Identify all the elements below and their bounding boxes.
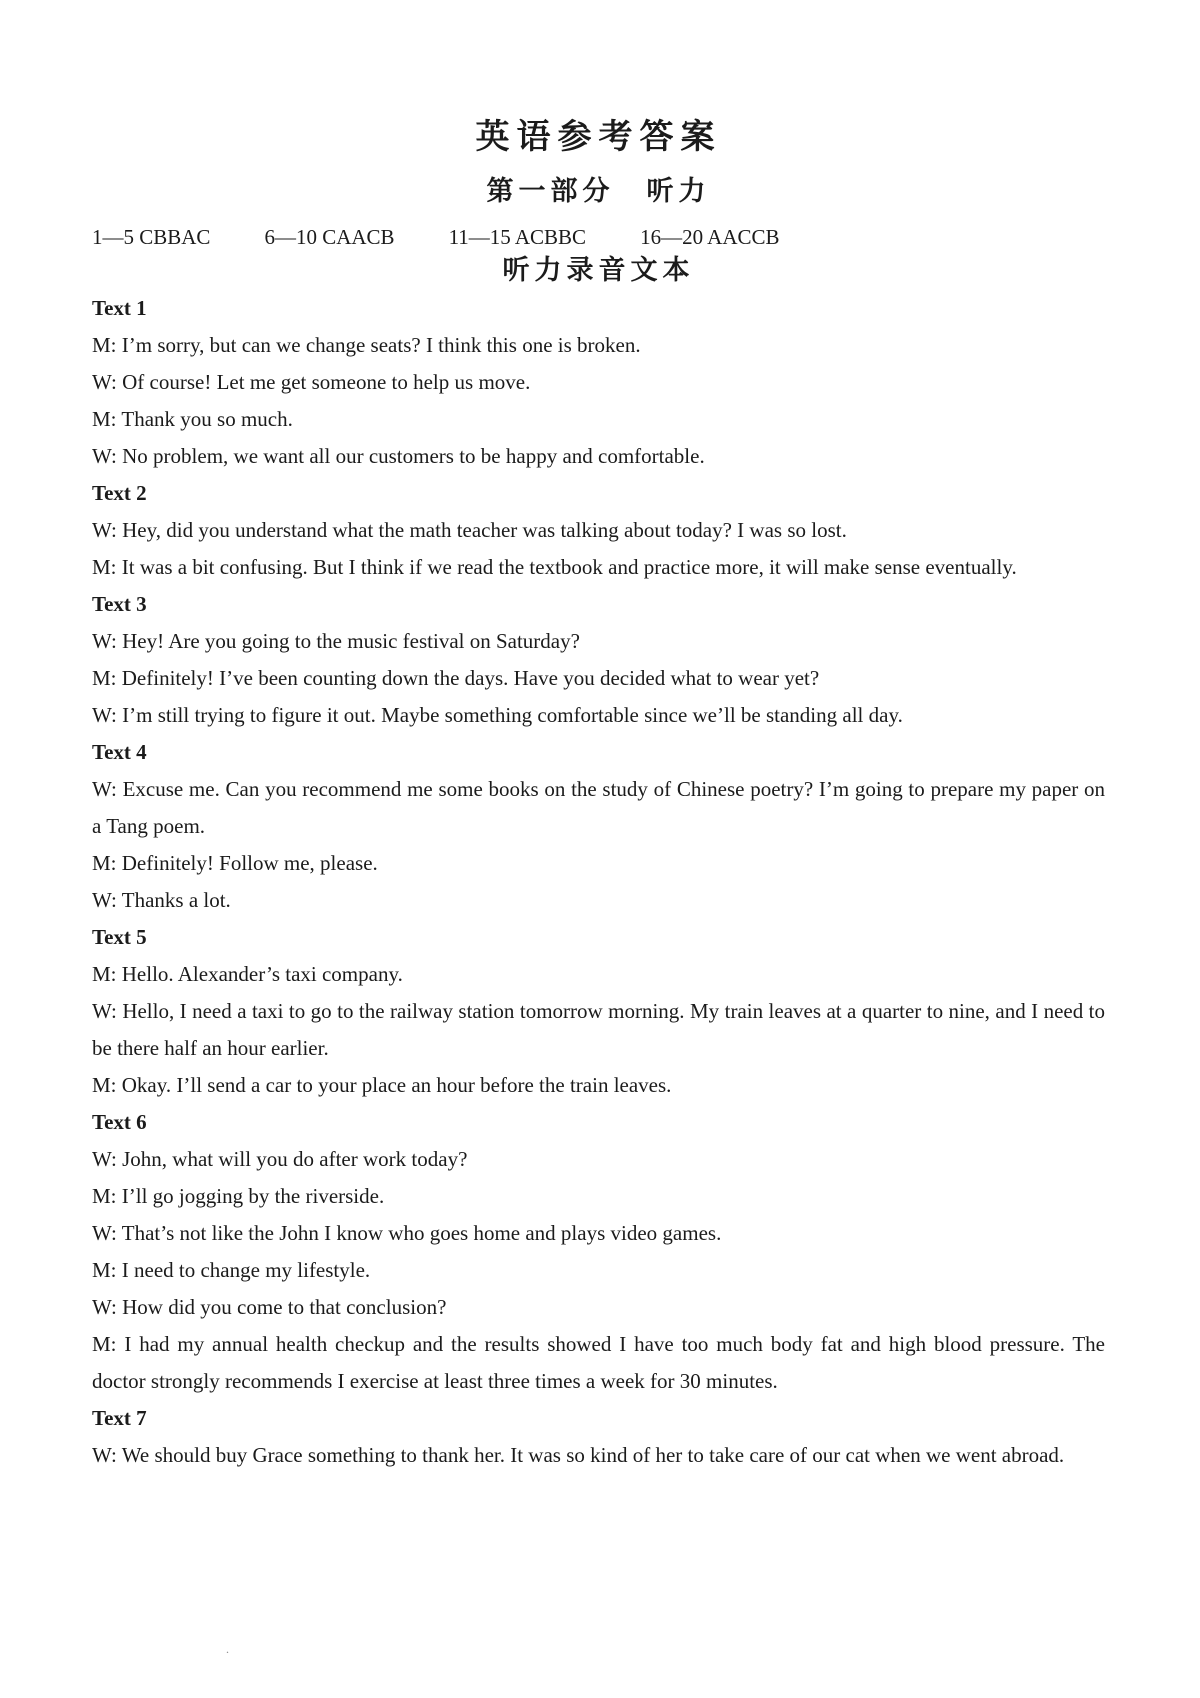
dialogue-line: M: I’ll go jogging by the riverside. [92, 1184, 385, 1208]
dialogue-line: M: It was a bit confusing. But I think if we read the textbook and practice more, it will make sense eventually. [92, 555, 1017, 579]
dialogue-line: W: Hello, I need a taxi to go to the railway station tomorrow morning. My train leaves at a quarter to nine, and I need to be there half an hour earlier. [92, 999, 1105, 1060]
dialogue-line: W: John, what will you do after work today? [92, 1147, 468, 1171]
dialogue-line: W: Thanks a lot. [92, 888, 231, 912]
dialogue-line: W: That’s not like the John I know who goes home and plays video games. [92, 1221, 722, 1245]
answer-group-11-15: 11—15 ACBBC [448, 225, 587, 249]
dialogue-line: W: We should buy Grace something to thank her. It was so kind of her to take care of our cat when we went abroad. [92, 1443, 1065, 1467]
dialogue-line: W: No problem, we want all our customers to be happy and comfortable. [92, 444, 705, 468]
dialogue-line: M: Okay. I’ll send a car to your place an hour before the train leaves. [92, 1073, 672, 1097]
part-one-heading: 第一部分 听力 [486, 176, 711, 206]
dialogue-line: M: Definitely! I’ve been counting down the days. Have you decided what to wear yet? [92, 666, 820, 690]
answer-key-row [92, 223, 1105, 251]
dialogue-line: W: How did you come to that conclusion? [92, 1295, 447, 1319]
dialogue-line: M: Thank you so much. [92, 407, 293, 431]
stray-dot-mark: . [226, 1642, 229, 1656]
answer-group-6-10: 6—10 CAACB [264, 225, 395, 249]
text-label: Text 4 [92, 740, 147, 764]
dialogue-line: M: Hello. Alexander’s taxi company. [92, 962, 403, 986]
transcript [92, 290, 1105, 1474]
answer-group-1-5: 1—5 CBBAC [92, 225, 211, 249]
text-label: Text 1 [92, 296, 147, 320]
dialogue-line: W: Hey! Are you going to the music festival on Saturday? [92, 629, 580, 653]
page-title: 英语参考答案 [475, 119, 722, 156]
transcript-heading: 听力录音文本 [502, 255, 695, 285]
text-label: Text 3 [92, 592, 147, 616]
dialogue-line: M: Definitely! Follow me, please. [92, 851, 378, 875]
dialogue-line: M: I need to change my lifestyle. [92, 1258, 371, 1282]
dialogue-line: W: Excuse me. Can you recommend me some books on the study of Chinese poetry? I’m going to prepare my paper on a Tang poem. [92, 777, 1105, 838]
dialogue-line: W: Of course! Let me get someone to help us move. [92, 370, 531, 394]
text-label: Text 6 [92, 1110, 147, 1134]
text-label: Text 5 [92, 925, 147, 949]
dialogue-line: M: I’m sorry, but can we change seats? I think this one is broken. [92, 333, 641, 357]
dialogue-line: W: I’m still trying to figure it out. Maybe something comfortable since we’ll be standing all day. [92, 703, 903, 727]
dialogue-line: W: Hey, did you understand what the math teacher was talking about today? I was so lost. [92, 518, 847, 542]
answer-group-16-20: 16—20 AACCB [640, 225, 780, 249]
text-label: Text 2 [92, 481, 147, 505]
text-label: Text 7 [92, 1406, 147, 1430]
dialogue-line: M: I had my annual health checkup and the results showed I have too much body fat and high blood pressure. The doctor strongly recommends I exercise at least three times a week for 30 minutes. [92, 1332, 1105, 1393]
